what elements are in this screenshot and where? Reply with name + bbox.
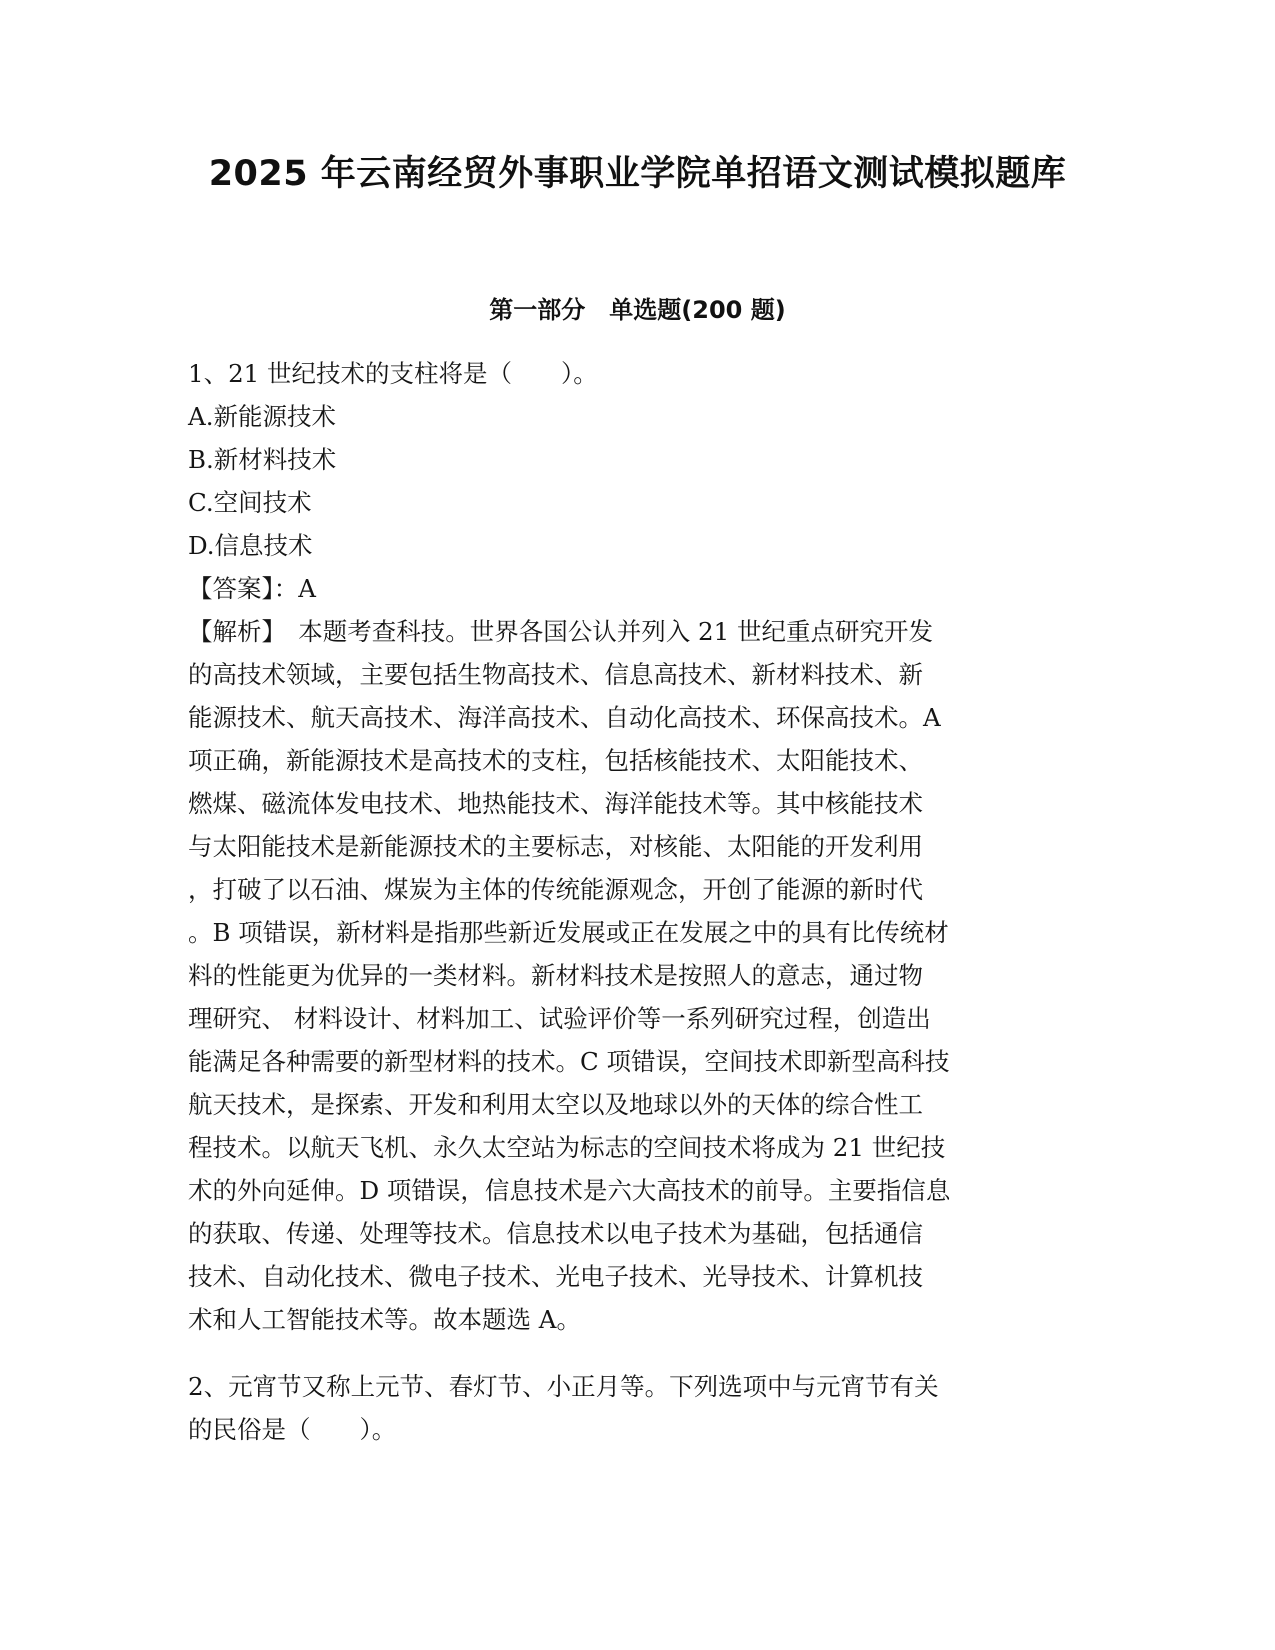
analysis-line: 术的外向延伸。D 项错误，信息技术是六大高技术的前导。主要指信息 bbox=[188, 1176, 951, 1205]
analysis-line: 术和人工智能技术等。故本题选 A。 bbox=[188, 1305, 581, 1334]
analysis-line: 项正确，新能源技术是高技术的支柱，包括核能技术、太阳能技术、 bbox=[188, 746, 923, 775]
question-1 bbox=[188, 352, 1088, 1341]
question-2 bbox=[188, 1365, 1088, 1451]
question-stem-line: 2、元宵节又称上元节、春灯节、小正月等。下列选项中与元宵节有关 bbox=[188, 1372, 939, 1401]
option-d: D.信息技术 bbox=[188, 531, 313, 560]
analysis-line: 航天技术，是探索、开发和利用太空以及地球以外的天体的综合性工 bbox=[188, 1090, 923, 1119]
option-c: C.空间技术 bbox=[188, 488, 312, 517]
option-a: A.新能源技术 bbox=[188, 402, 336, 431]
document-title: 2025 年云南经贸外事职业学院单招语文测试模拟题库 bbox=[208, 154, 1067, 194]
question-stem: 1、21 世纪技术的支柱将是（ ）。 bbox=[188, 359, 598, 388]
analysis-line: 与太阳能技术是新能源技术的主要标志，对核能、太阳能的开发利用 bbox=[188, 832, 923, 861]
analysis-line: 能源技术、航天高技术、海洋高技术、自动化高技术、环保高技术。A bbox=[188, 703, 941, 732]
analysis-line: 程技术。以航天飞机、永久太空站为标志的空间技术将成为 21 世纪技 bbox=[188, 1133, 946, 1162]
answer-line: 【答案】：A bbox=[188, 574, 316, 603]
analysis-line: 的高技术领域，主要包括生物高技术、信息高技术、新材料技术、新 bbox=[188, 660, 923, 689]
analysis-line: 料的性能更为优异的一类材料。新材料技术是按照人的意志，通过物 bbox=[188, 961, 923, 990]
analysis-line: 技术、自动化技术、微电子技术、光电子技术、光导技术、计算机技 bbox=[188, 1262, 923, 1291]
question-stem-line: 的民俗是（ ）。 bbox=[188, 1415, 397, 1444]
analysis-line: 能满足各种需要的新型材料的技术。C 项错误，空间技术即新型高科技 bbox=[188, 1047, 950, 1076]
analysis-line: 【解析】 本题考查科技。世界各国公认并列入 21 世纪重点研究开发 bbox=[188, 617, 933, 646]
option-b: B.新材料技术 bbox=[188, 445, 337, 474]
section-title: 第一部分 单选题(200 题) bbox=[489, 296, 786, 324]
analysis-line: ，打破了以石油、煤炭为主体的传统能源观念，开创了能源的新时代 bbox=[188, 875, 923, 904]
analysis-line: 燃煤、磁流体发电技术、地热能技术、海洋能技术等。其中核能技术 bbox=[188, 789, 923, 818]
analysis-line: 的获取、传递、处理等技术。信息技术以电子技术为基础，包括通信 bbox=[188, 1219, 923, 1248]
analysis-line: 理研究、 材料设计、材料加工、试验评价等一系列研究过程，创造出 bbox=[188, 1004, 931, 1033]
analysis-line: 。B 项错误，新材料是指那些新近发展或正在发展之中的具有比传统材 bbox=[188, 918, 949, 947]
